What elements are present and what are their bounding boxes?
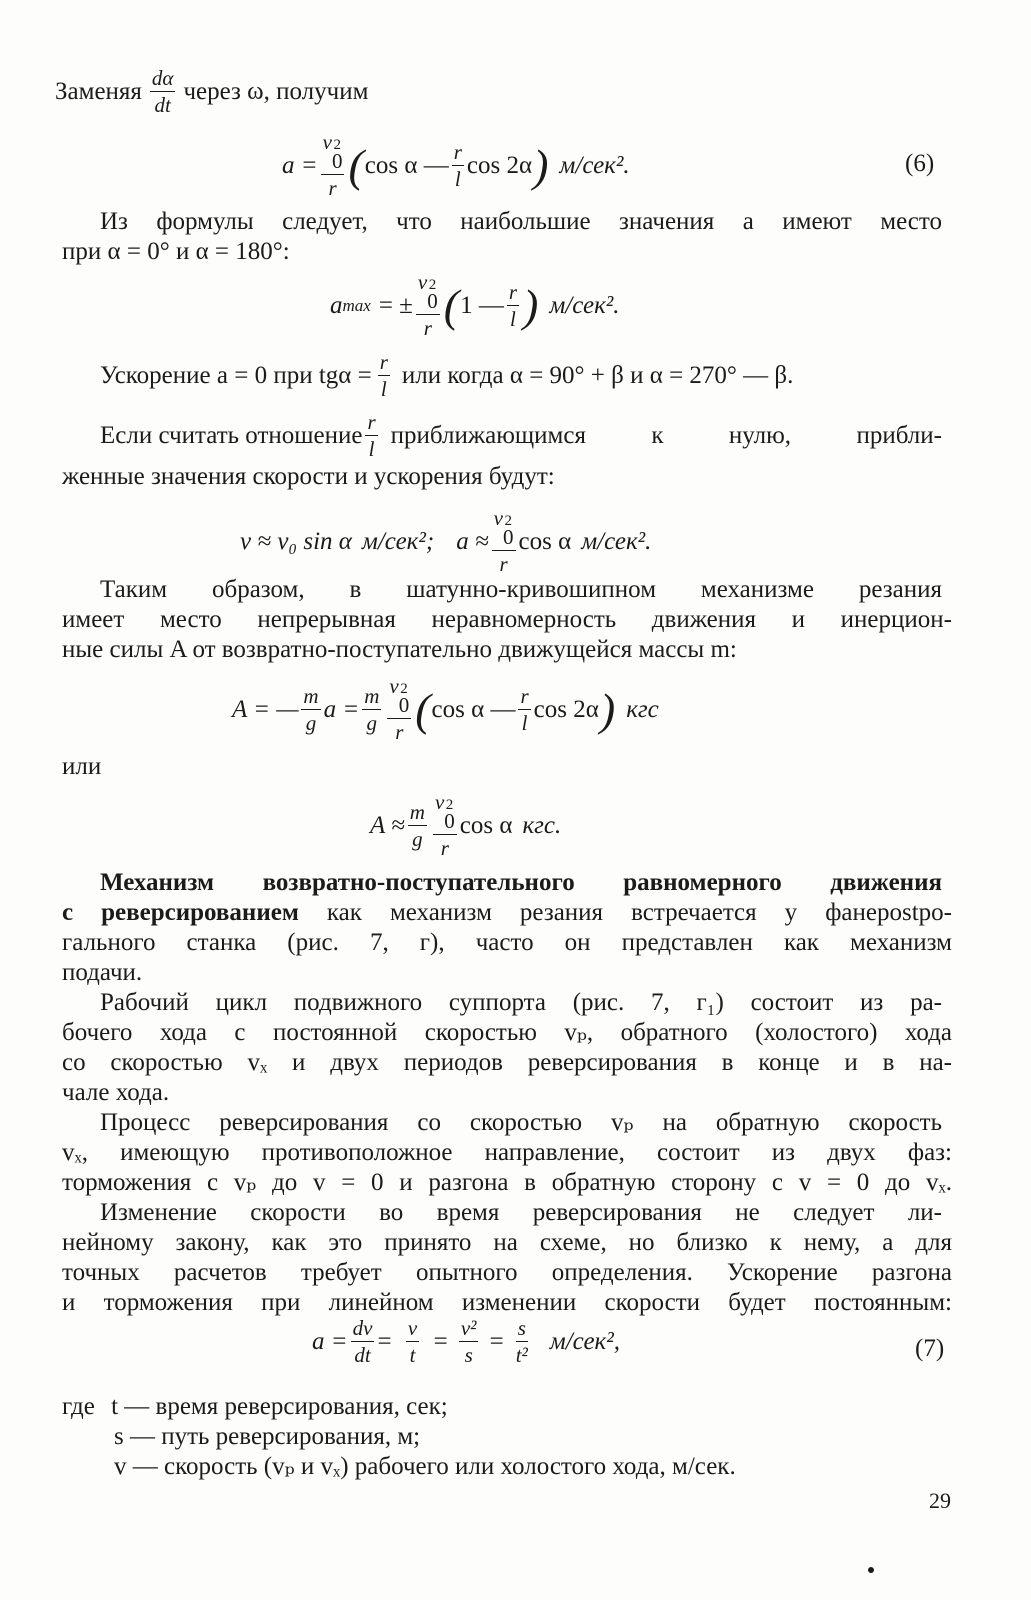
legend-item3: v — скорость (vₚ и vₓ) рабочего или холостого хода, м/сек.	[114, 1453, 736, 1480]
p6-line3: торможения с vₚ до v = 0 и разгона в обратную сторону с v = 0 до vₓ.	[62, 1169, 952, 1196]
intro-before: Заменяя	[55, 78, 142, 105]
intro-fraction: $\frac{d\alpha}{dt}$	[151, 66, 174, 117]
equation-approx: v ≈ v₀ sin α м/сек²; a ≈ v 2 0 r cos α м/сек².	[240, 506, 652, 576]
specks-dot	[868, 1567, 874, 1573]
accel-zero-line: Ускорение a = 0 при tgα = $\frac{r}{l}$ или когда α = 90° + β и α = 270° — β.	[100, 350, 794, 401]
equation-force-approx: A ≈ $\frac{m}{g}$ v 2 0 r cos α кгс.	[370, 790, 562, 860]
equation-7-number: (7)	[915, 1335, 945, 1362]
p4-line1: Механизм возвратно-поступательного равномерного движения	[100, 869, 942, 896]
equation-force: A = — $\frac{m}{g}$ a = $\frac{m}{g}$ v 2 0 r ( cos α — $\frac{r}{l}$ cos 2α ) кгс	[232, 674, 659, 744]
p7-line2: нейному закону, как это принято на схеме, но близко к нему, а для	[62, 1229, 952, 1256]
legend-item2: s — путь реверсирования, м;	[114, 1423, 421, 1450]
intro-after: через ω, получим	[183, 78, 369, 105]
p3-line1: Таким образом, в шатунно-кривошипном механизме резания	[100, 576, 942, 603]
p1-line2: при α = 0° и α = 180°:	[62, 238, 290, 265]
p7-line4: и торможения при линейном изменении скорости будет постоянным:	[62, 1289, 952, 1316]
p7-line1: Изменение скорости во время реверсирования не следует ли-	[100, 1199, 942, 1226]
p5-line1: Рабочий цикл подвижного суппорта (рис. 7, г₁) состоит из ра-	[100, 989, 942, 1016]
p3-line2: имеет место непрерывная неравномерность движения и инерцион-	[62, 606, 952, 633]
p5-line4: чале хода.	[62, 1079, 170, 1106]
legend-item1: где t — время реверсирования, сек;	[62, 1393, 448, 1420]
p4-line2: с реверсированием как механизм резания встречается у фанерostро-	[62, 899, 952, 926]
p1-line1: Из формулы следует, что наибольшие значения a имеют место	[100, 208, 942, 235]
p2-line1: Если считать отношение $\frac{r}{l}$ приближающимся к нулю, прибли-	[100, 410, 942, 461]
v0-squared-over-r: v 2 0 r	[322, 130, 343, 200]
p4-line4: подачи.	[62, 959, 143, 986]
p5-line2: бочего хода с постоянной скоростью vₚ, обратного (холостого) хода	[62, 1019, 952, 1046]
equation-6-number: (6)	[905, 150, 935, 177]
p4-line3: гального станка (рис. 7, г), часто он представлен как механизм	[62, 929, 952, 956]
page-number: 29	[929, 1488, 951, 1513]
p3-line3: ные силы A от возвратно-поступательно движущейся массы m:	[62, 636, 737, 663]
p5-line3: со скоростью vₓ и двух периодов реверсирования в конце и в на-	[62, 1049, 952, 1076]
equation-6: a = v 2 0 r ( cos α — $\frac{r}{l}$ cos 2α ) м/сек².	[282, 130, 630, 200]
p7-line3: точных расчетов требует опытного определения. Ускорение разгона	[62, 1259, 952, 1286]
equation-amax: a max = ± v 2 0 r ( 1 — $\frac{r}{l}$ ) м/сек².	[330, 270, 620, 340]
p6-line1: Процесс реверсирования со скоростью vₚ на обратную скорость	[100, 1109, 942, 1136]
intro-line	[55, 68, 368, 116]
equation-7: a = $\frac{dv}{dt}$ = $\frac{v}{t}$ = $\frac{\text{v²}}{s}$ = $\frac{s}{\text{t²}}$ м/сек²,	[312, 1316, 620, 1367]
p6-line2: vₓ, имеющую противоположное направление, состоит из двух фаз:	[62, 1139, 952, 1166]
or-word: или	[62, 753, 102, 780]
p2-line2: женные значения скорости и ускорения будут:	[62, 463, 555, 490]
